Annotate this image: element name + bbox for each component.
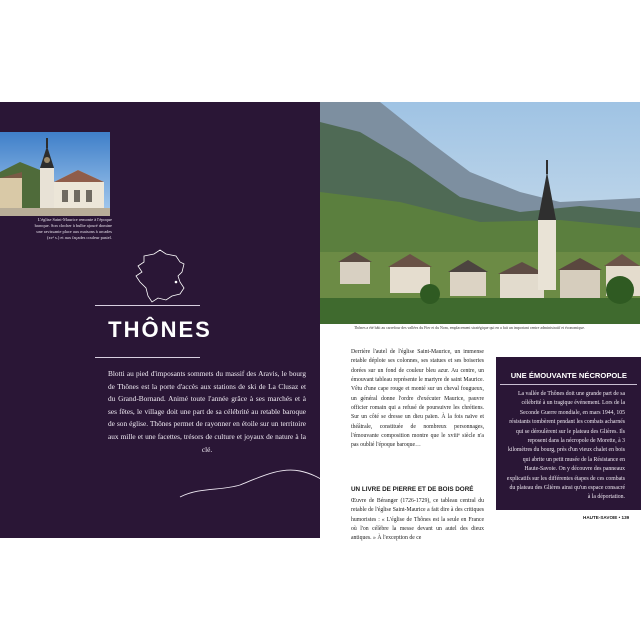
left-page [0, 102, 320, 538]
sidebar-title: UNE ÉMOUVANTE NÉCROPOLE [510, 371, 627, 380]
section-subheading: UN LIVRE DE PIERRE ET DE BOIS DORÉ [351, 486, 474, 493]
body-paragraph-2: Œuvre de Béranger (1726-1729), ce tableau central du retable de l'église Saint-Maurice a fait dire à des critiques humoristes : « L'église de Thônes est la seule en France où l'on célèbre la messe devant un autel des dieux antiques. » À l'exception de ce [351, 498, 484, 542]
body-column-1 [351, 348, 484, 451]
magazine-spread [0, 102, 640, 542]
hero-caption: Thônes a été bâti au carrefour des vallées du Fier et du Nom, emplacement stratégique qui en a fait un important centre administratif et économique. [354, 326, 585, 330]
right-page [320, 102, 640, 542]
intro-paragraph: Blotti au pied d'imposants sommets du massif des Aravis, le bourg de Thônes est la porte d'accès aux stations de ski de La Clusaz et du Grand-Bornand. Animé toute l'année grâce à ses marchés et à ses fêtes, le village doit une part de sa célébrité au retable baroque de son église. Thônes permet de rayonner en étoile sur un territoire aux mille et une facettes, trésors de culture et joyaux de nature à la clé. [108, 369, 306, 454]
sidebar-rule [500, 384, 637, 385]
valley-hero-photo [320, 102, 640, 324]
photo-caption: L'église Saint-Maurice remonte à l'époque baroque. Son clocher à bulbe ajouré domine une ravissante place aux maisons à arcades (xvᵉ s.) et aux façades couleur pastel. [34, 217, 112, 240]
page-title: THÔNES [108, 317, 212, 342]
sidebar-text: La vallée de Thônes doit une grande part de sa célébrité à un tragique événement. Lors de la Seconde Guerre mondiale, en mars 1944, 105 résistants tombèrent pendant les combats acharnés qui se déroulèrent sur le plateau des Glières. Ils reposent dans la nécropole de Morette, à 3 kilomètres du bourg, près d'un vieux chalet en bois qui abrite un petit musée de la Résistance en Haute-Savoie. On y découvre des panneaux explicatifs sur les différentes étapes de ces combats du plateau des Glières ainsi qu'un espace consacré à la déportation. [506, 391, 625, 501]
france-outline-map-icon [132, 248, 190, 306]
church-photo [0, 132, 110, 216]
title-rule-top [95, 305, 200, 306]
sidebar-box [496, 357, 641, 510]
body-paragraph: Derrière l'autel de l'église Saint-Maurice, un immense retable déploie ses colonnes, ses statues et ses boiseries dorées sur un fond de couleur bleu azur. Au centre, un émouvant tableau représente le martyre de saint Maurice. Vêtu d'une cape rouge et monté sur un cheval fougueux, un général donne l'ordre d'exécuter Maurice, pauvre officier romain qui a refusé de poursuivre les chrétiens. Sur un côté se dresse un dieu païen. À la fois naïve et théâtrale, constituée de nombreux personnages, l'émouvante composition montre que le xviiiᵉ siècle n'a pas oublié l'époque baroque… [351, 349, 484, 449]
page-folio: HAUTE-SAVOIE • 139 [583, 515, 630, 520]
title-rule-bottom [95, 357, 200, 358]
